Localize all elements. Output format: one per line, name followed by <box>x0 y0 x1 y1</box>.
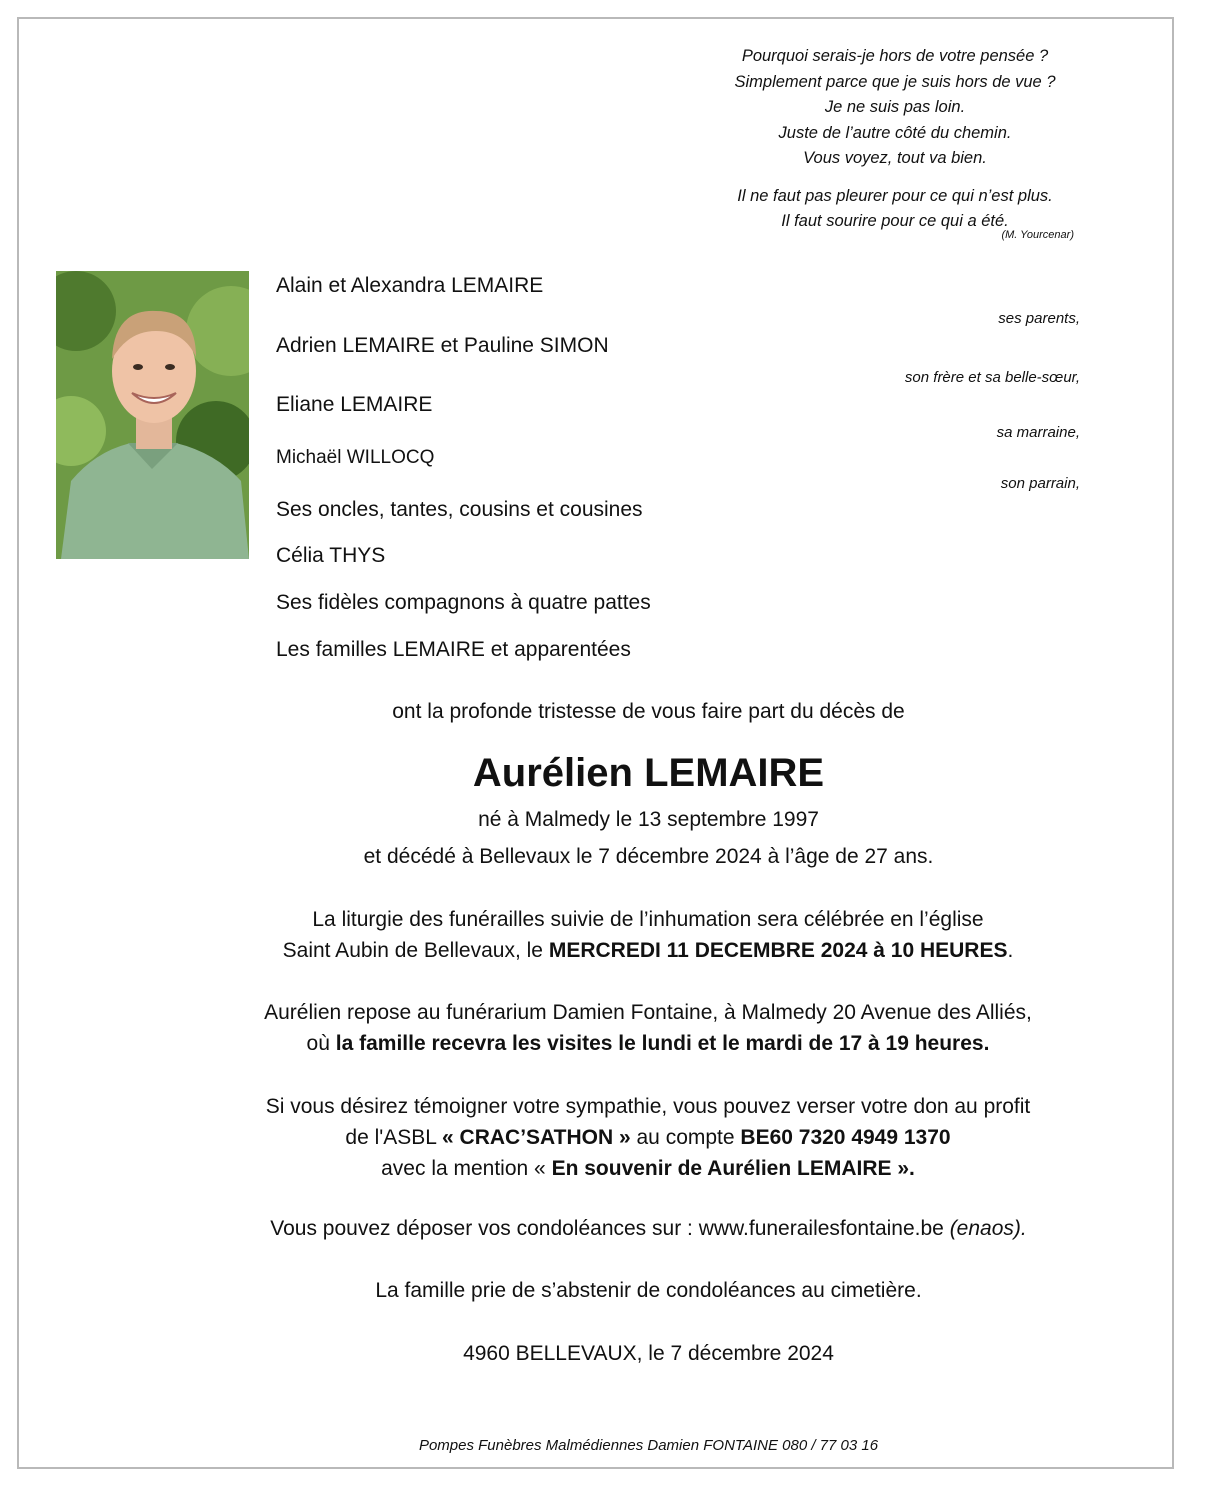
visitation-text: où <box>306 1032 336 1055</box>
poem-line: Il faut sourire pour ce qui a été. <box>781 212 1009 230</box>
donation-text: de l'ASBL <box>345 1126 443 1149</box>
visitation-info <box>200 997 1096 1059</box>
relation-label: son parrain, <box>1000 475 1080 492</box>
funeral-text: Saint Aubin de Bellevaux, le <box>282 939 549 962</box>
poem-line: Pourquoi serais-je hors de votre pensée ? <box>741 47 1049 65</box>
birth-info: né à Malmedy le 13 septembre 1997 <box>478 808 819 831</box>
funeral-text: . <box>1007 939 1014 962</box>
funeral-date: MERCREDI 11 DECEMBRE 2024 à 10 HEURES <box>548 939 1008 962</box>
announcement: ont la profonde tristesse de vous faire part du décès de <box>392 700 905 723</box>
funeral-line <box>200 935 1096 966</box>
family-member: Ses fidèles compagnons à quatre pattes <box>276 591 651 614</box>
condolences-note: (enaos). <box>949 1217 1027 1240</box>
funeral-line: La liturgie des funérailles suivie de l’inhumation sera célébrée en l’église <box>312 908 984 931</box>
funeral-info <box>200 904 1096 966</box>
death-info: et décédé à Bellevaux le 7 décembre 2024 à l’âge de 27 ans. <box>363 845 934 868</box>
visitation-line <box>200 1028 1096 1059</box>
condolences-text: Vous pouvez déposer vos condoléances sur : www.funerailesfontaine.be <box>270 1217 950 1240</box>
donation-info <box>200 1091 1096 1184</box>
family-member: Michaël WILLOCQ <box>276 447 435 468</box>
poem-line: Simplement parce que je suis hors de vue ? <box>734 72 1056 91</box>
poem-line: Je ne suis pas loin. <box>824 98 966 116</box>
family-member: Célia THYS <box>276 544 386 567</box>
poem-line: Vous voyez, tout va bien. <box>803 149 987 167</box>
donation-line: Si vous désirez témoigner votre sympathie, vous pouvez verser votre don au profit <box>265 1095 1031 1118</box>
poem-line: Juste de l’autre côté du chemin. <box>778 123 1012 142</box>
visitation-line: Aurélien repose au funérarium Damien Fontaine, à Malmedy 20 Avenue des Alliés, <box>264 1001 1032 1024</box>
poem <box>690 44 1100 235</box>
poem-author: (M. Yourcenar) <box>1001 229 1074 241</box>
family-member: Eliane LEMAIRE <box>276 393 433 416</box>
portrait-photo <box>56 271 249 559</box>
family-member: Les familles LEMAIRE et apparentées <box>276 638 631 661</box>
funeral-home-footer: Pompes Funèbres Malmédiennes Damien FONTAINE 080 / 77 03 16 <box>418 1437 879 1454</box>
visitation-hours: la famille recevra les visites le lundi et le mardi de 17 à 19 heures. <box>335 1032 990 1055</box>
donation-mention: En souvenir de Aurélien LEMAIRE ». <box>551 1157 915 1180</box>
charity-name: « CRAC’SATHON » <box>442 1126 631 1149</box>
donation-text: avec la mention « <box>381 1157 552 1180</box>
family-member: Ses oncles, tantes, cousins et cousines <box>276 498 643 521</box>
donation-line <box>200 1122 1096 1153</box>
relation-label: sa marraine, <box>996 424 1080 441</box>
condolences-info <box>0 1217 1215 1241</box>
portrait-image <box>56 271 249 559</box>
bank-account: BE60 7320 4949 1370 <box>740 1126 951 1149</box>
poem-line: Il ne faut pas pleurer pour ce qui n’est plus. <box>737 186 1053 205</box>
place-date: 4960 BELLEVAUX, le 7 décembre 2024 <box>463 1342 834 1365</box>
family-member: Adrien LEMAIRE et Pauline SIMON <box>276 334 609 357</box>
family-member: Alain et Alexandra LEMAIRE <box>276 274 544 297</box>
donation-text: au compte <box>630 1126 741 1149</box>
donation-line <box>200 1153 1096 1184</box>
deceased-name: Aurélien LEMAIRE <box>472 751 825 795</box>
relation-label: ses parents, <box>998 310 1080 327</box>
cemetery-note: La famille prie de s’abstenir de condoléances au cimetière. <box>375 1279 922 1302</box>
relation-label: son frère et sa belle-sœur, <box>904 369 1080 386</box>
